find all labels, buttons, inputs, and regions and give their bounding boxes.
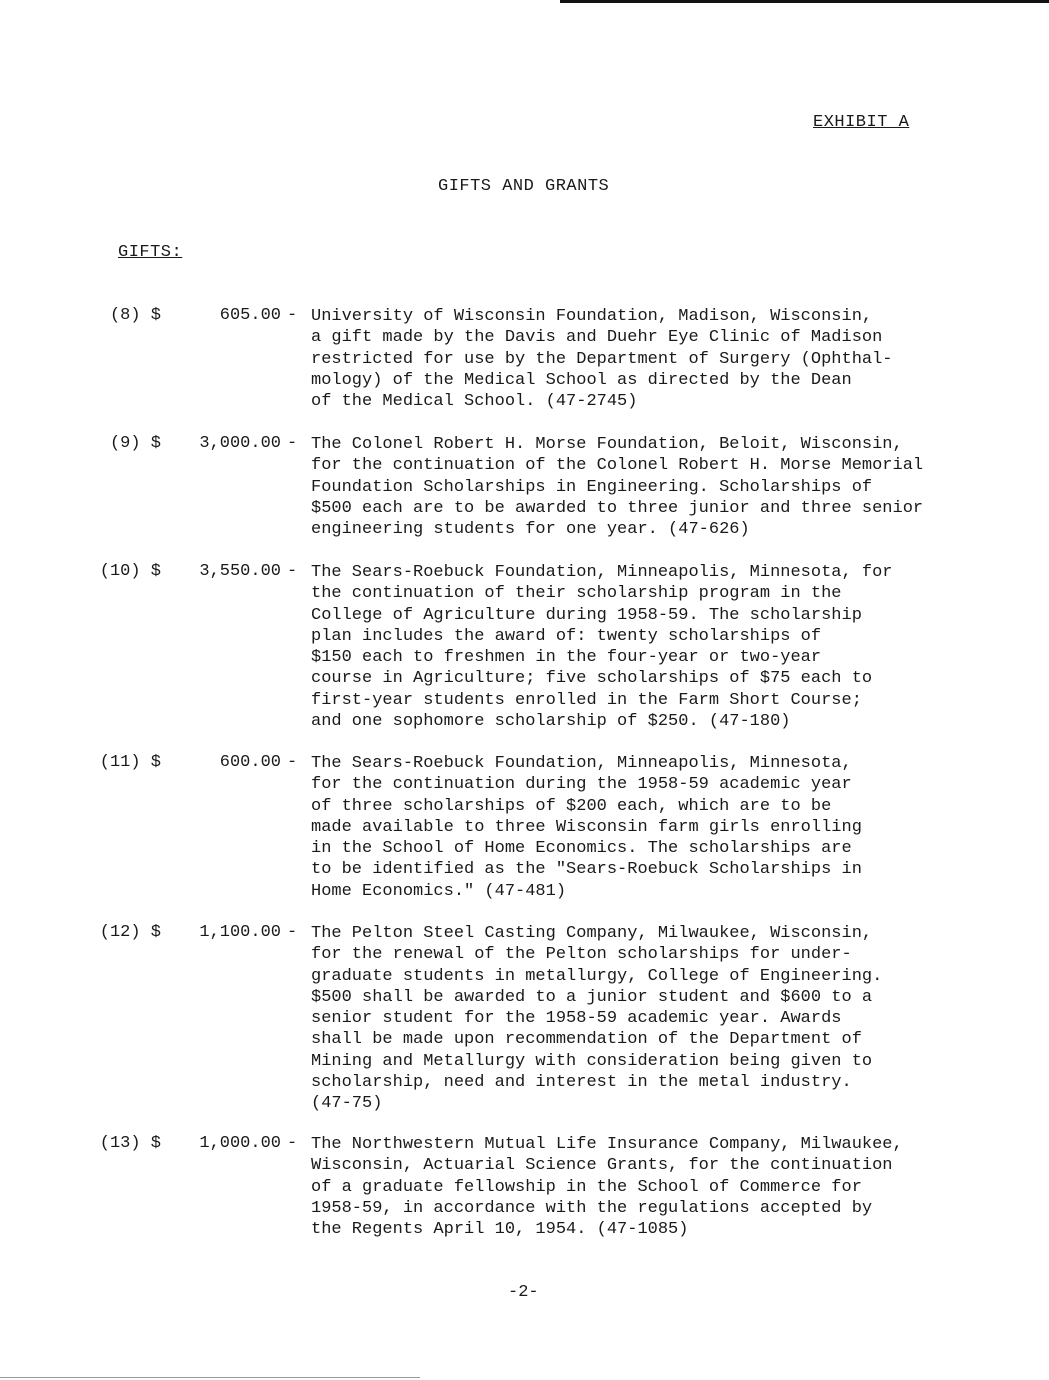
page-title: GIFTS AND GRANTS [438,177,610,196]
entry-description: The Pelton Steel Casting Company, Milwaukee, Wisconsin, for the renewal of the Pelton scholarships for under- graduate students in metallurgy, College of Engineering. $500 shall be awarded to a junior student and $600 to a senior student for the 1958-59 academic year. Awards shall be made upon recommendation of the Department of Mining and Metallurgy with consideration being given to scholarship, need and interest in the metal industry. (47-75) [311,924,883,1114]
entry-dash: - [287,753,298,772]
entry-amount: 605.00 [219,306,281,325]
entry-number: (12) $ [99,923,161,942]
top-rule [560,0,1049,3]
page-number: -2- [508,1283,539,1302]
entry-number: (11) $ [99,753,161,772]
entry-number: (10) $ [99,562,161,581]
bottom-rule [0,1377,420,1378]
entry-amount: 3,550.00 [199,562,281,581]
entry-amount: 3,000.00 [199,434,281,453]
section-heading-gifts: GIFTS: [118,243,183,262]
entry-dash: - [287,434,298,453]
entry-number: (8) $ [109,306,161,325]
entry-amount: 1,000.00 [199,1134,281,1153]
entry-dash: - [287,562,298,581]
entry-description: The Sears-Roebuck Foundation, Minneapolis, Minnesota, for the continuation of their scholarship program in the College of Agriculture during 1958-59. The scholarship plan includes the award of: twenty scholarships of $150 each to freshmen in the four-year or two-year course in Agriculture; five scholarships of $75 each to first-year students enrolled in the Farm Short Course; and one sophomore scholarship of $250. (47-180) [311,563,893,732]
entry-amount: 600.00 [219,753,281,772]
entry-description: The Colonel Robert H. Morse Foundation, Beloit, Wisconsin, for the continuation of the Colonel Robert H. Morse Memorial Foundation Scholarships in Engineering. Scholarships of $500 each are to be awarded to three junior and three senior engineering students for one year. (47-626) [311,435,924,540]
exhibit-label: EXHIBIT A [813,113,910,132]
entry-dash: - [287,923,298,942]
entry-description: The Northwestern Mutual Life Insurance Company, Milwaukee, Wisconsin, Actuarial Science Grants, for the continuation of a graduate fellowship in the School of Commerce for 1958-59, in accordance with the regulations accepted by the Regents April 10, 1954. (47-1085) [311,1135,903,1240]
entry-dash: - [287,306,298,325]
entry-description: The Sears-Roebuck Foundation, Minneapolis, Minnesota, for the continuation during the 1958-59 academic year of three scholarships of $200 each, which are to be made available to three Wisconsin farm girls enrolling in the School of Home Economics. The scholarships are to be identified as the "Sears-Roebuck Scholarships in Home Economics." (47-481) [311,754,862,901]
entry-description: University of Wisconsin Foundation, Madison, Wisconsin, a gift made by the Davis and Duehr Eye Clinic of Madison restricted for use by the Department of Surgery (Ophthal- mology) of the Medical School as directed by the Dean of the Medical School. (47-2745) [311,307,893,412]
entry-number: (13) $ [99,1134,161,1153]
entry-number: (9) $ [109,434,161,453]
entry-amount: 1,100.00 [199,923,281,942]
entry-dash: - [287,1134,298,1153]
